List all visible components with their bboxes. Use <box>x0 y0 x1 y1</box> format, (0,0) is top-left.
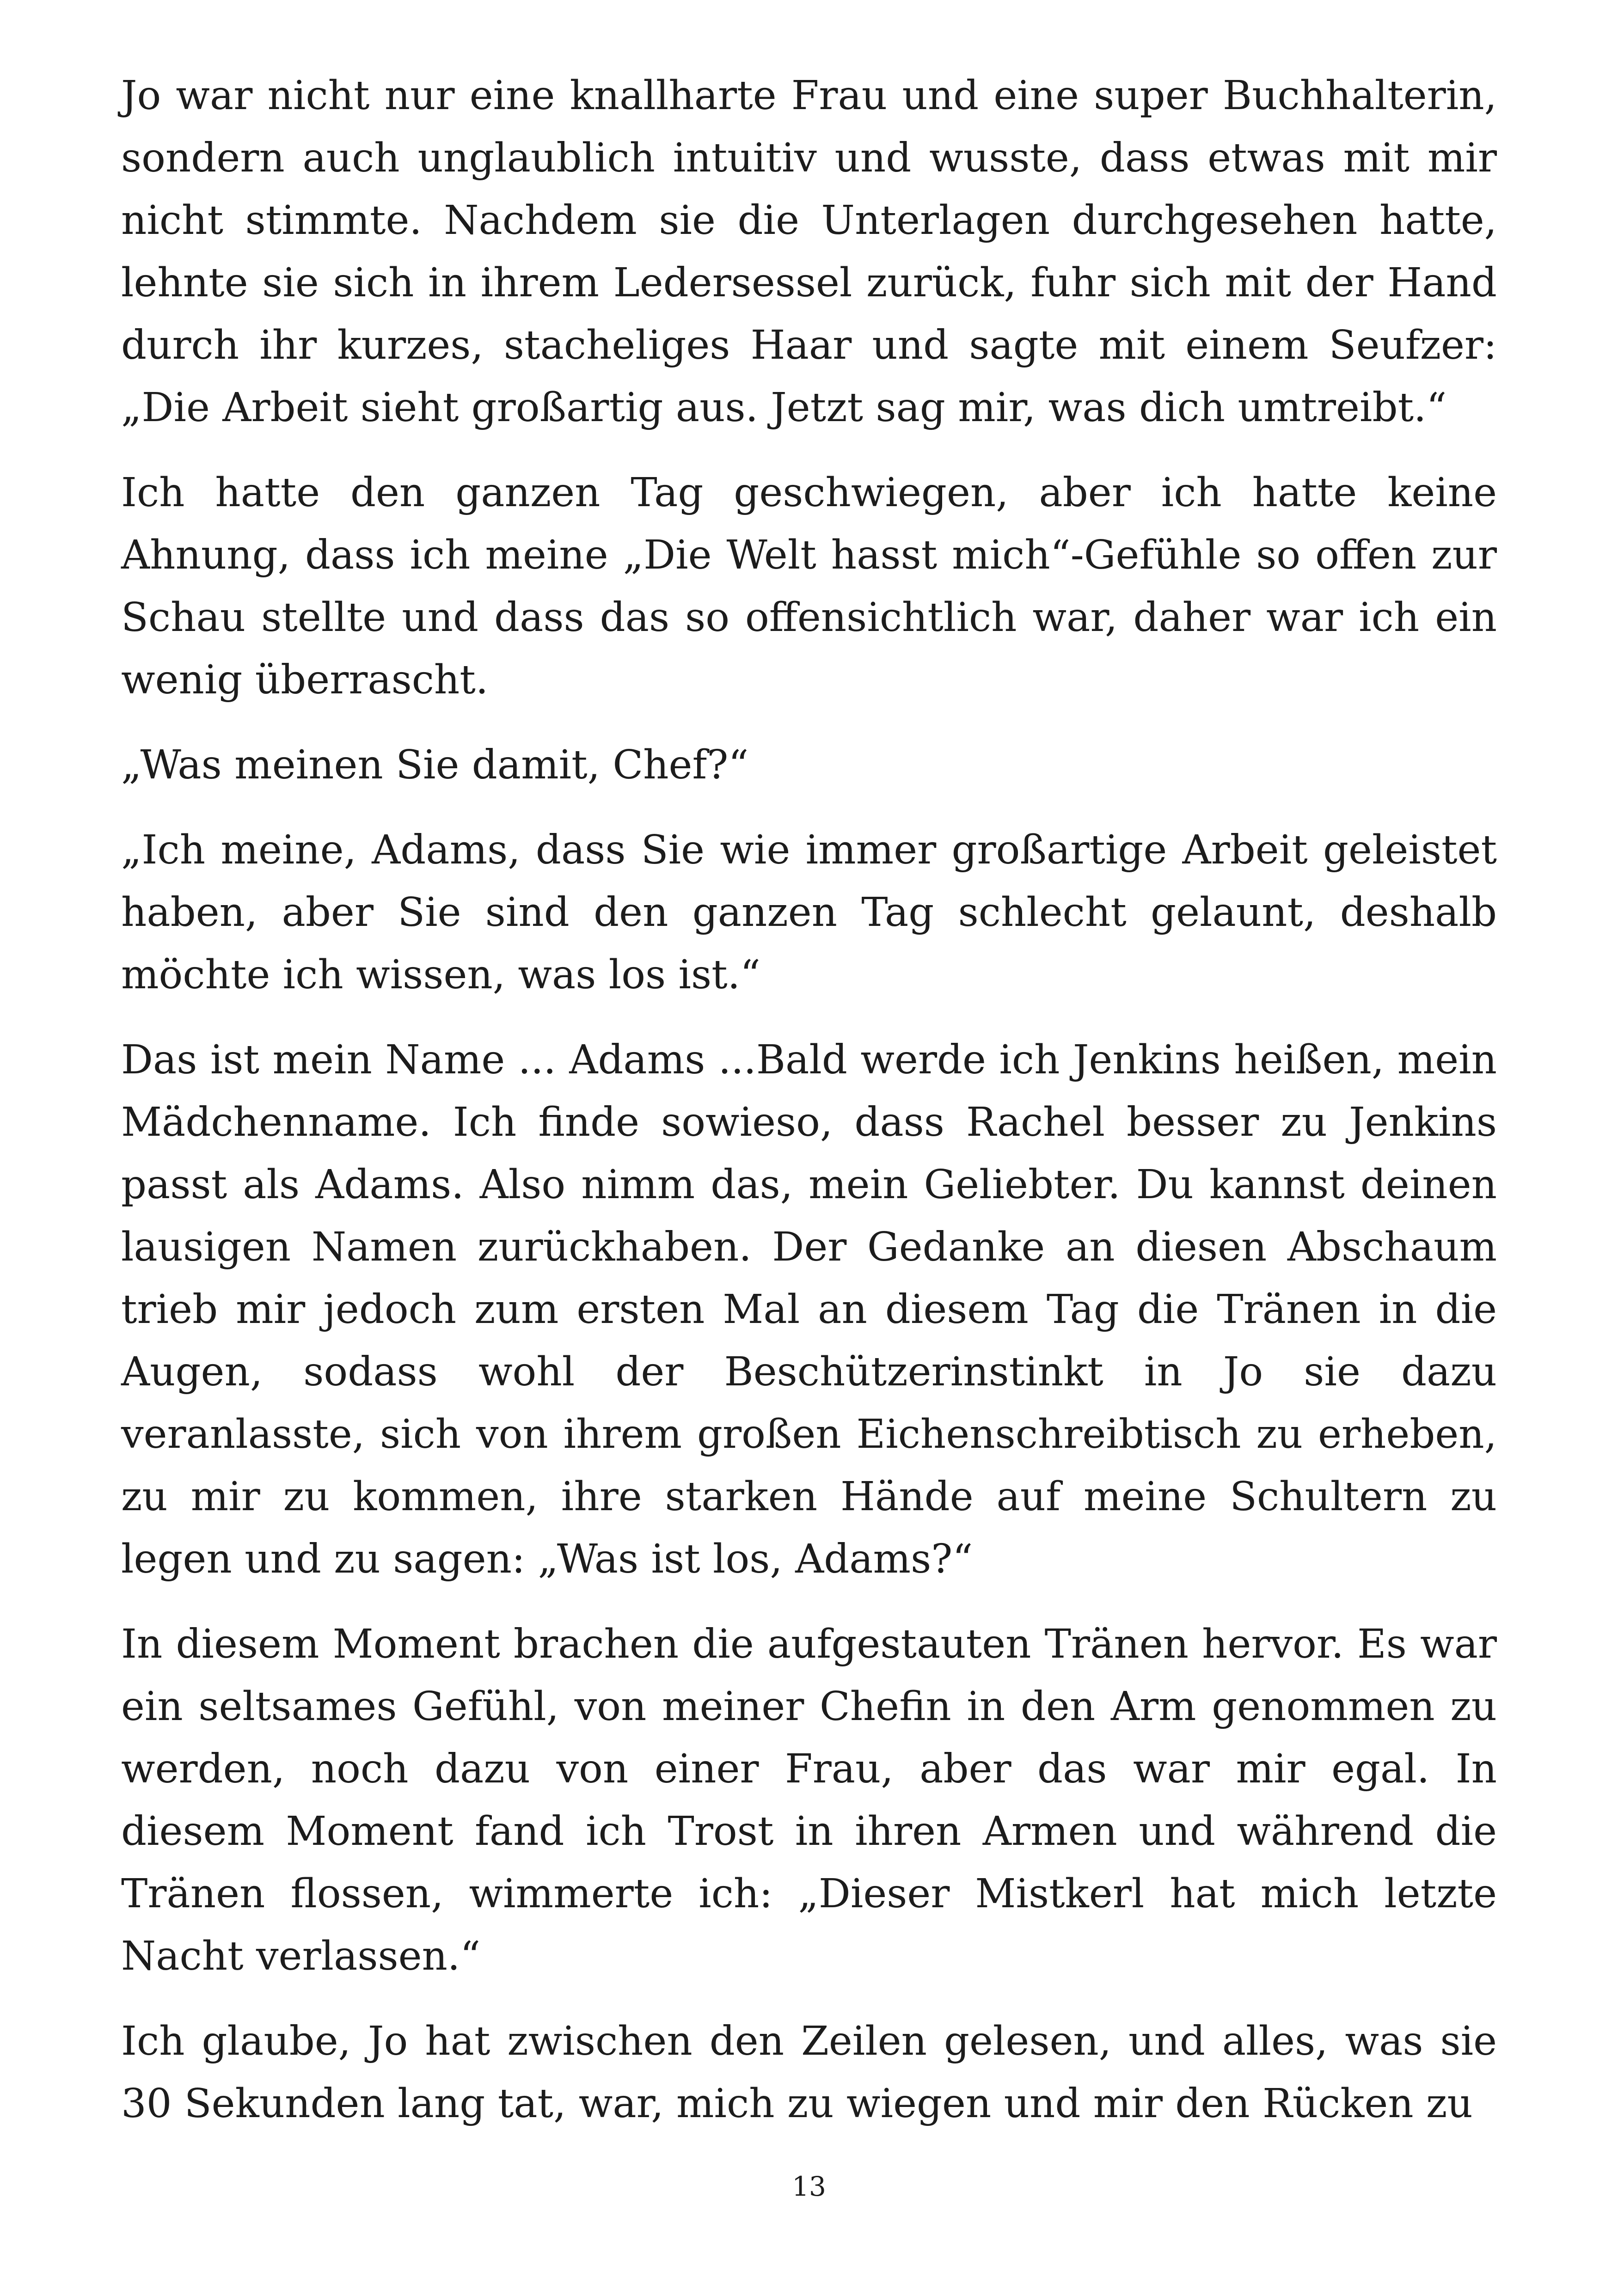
paragraph: „Was meinen Sie damit, Chef?“ <box>121 742 749 788</box>
text-body <box>121 65 1497 2158</box>
paragraph: „Ich meine, Adams, dass Sie wie immer großartige Arbeit geleistet haben, aber Sie sind den ganzen Tag schlecht gelaunt, deshalb möchte ich wissen, was los ist.“ <box>121 827 1497 998</box>
paragraph: In diesem Moment brachen die aufgestauten Tränen hervor. Es war ein seltsames Gefühl, von meiner Chefin in den Arm genommen zu werden, noch dazu von einer Frau, aber das war mir egal. In diesem Moment fand ich Trost in ihren Armen und während die Tränen flossen, wimmerte ich: „Dieser Mistkerl hat mich letzte Nacht verlassen.“ <box>121 1621 1497 1979</box>
paragraph: Ich hatte den ganzen Tag geschwiegen, aber ich hatte keine Ahnung, dass ich meine „Die Welt hasst mich“-Gefühle so offen zur Schau stellte und dass das so offensichtlich war, daher war ich ein wenig überrascht. <box>121 470 1497 703</box>
paragraph: Jo war nicht nur eine knallharte Frau und eine super Buchhalterin, sondern auch unglaublich intuitiv und wusste, dass etwas mit mir nicht stimmte. Nachdem sie die Unterlagen durchgesehen hatte, lehnte sie sich in ihrem Ledersessel zurück, fuhr sich mit der Hand durch ihr kurzes, stacheliges Haar und sagte mit einem Seufzer: „Die Arbeit sieht großartig aus. Jetzt sag mir, was dich umtreibt.“ <box>121 73 1497 431</box>
paragraph: Das ist mein Name ... Adams ...Bald werde ich Jenkins heißen, mein Mädchenname. Ich finde sowieso, dass Rachel besser zu Jenkins passt als Adams. Also nimm das, mein Geliebter. Du kannst deinen lausigen Namen zurückhaben. Der Gedanke an diesen Abschaum trieb mir jedoch zum ersten Mal an diesem Tag die Tränen in die Augen, sodass wohl der Beschützerinstinkt in Jo sie dazu veranlasste, sich von ihrem großen Eichenschreibtisch zu erheben, zu mir zu kommen, ihre starken Hände auf meine Schultern zu legen und zu sagen: „Was ist los, Adams?“ <box>121 1037 1497 1582</box>
paragraph: Ich glaube, Jo hat zwischen den Zeilen gelesen, und alles, was sie 30 Sekunden lang tat, war, mich zu wiegen und mir den Rücken zu <box>121 2018 1497 2127</box>
page-number: 13 <box>792 2171 826 2202</box>
book-page <box>121 0 1497 2296</box>
